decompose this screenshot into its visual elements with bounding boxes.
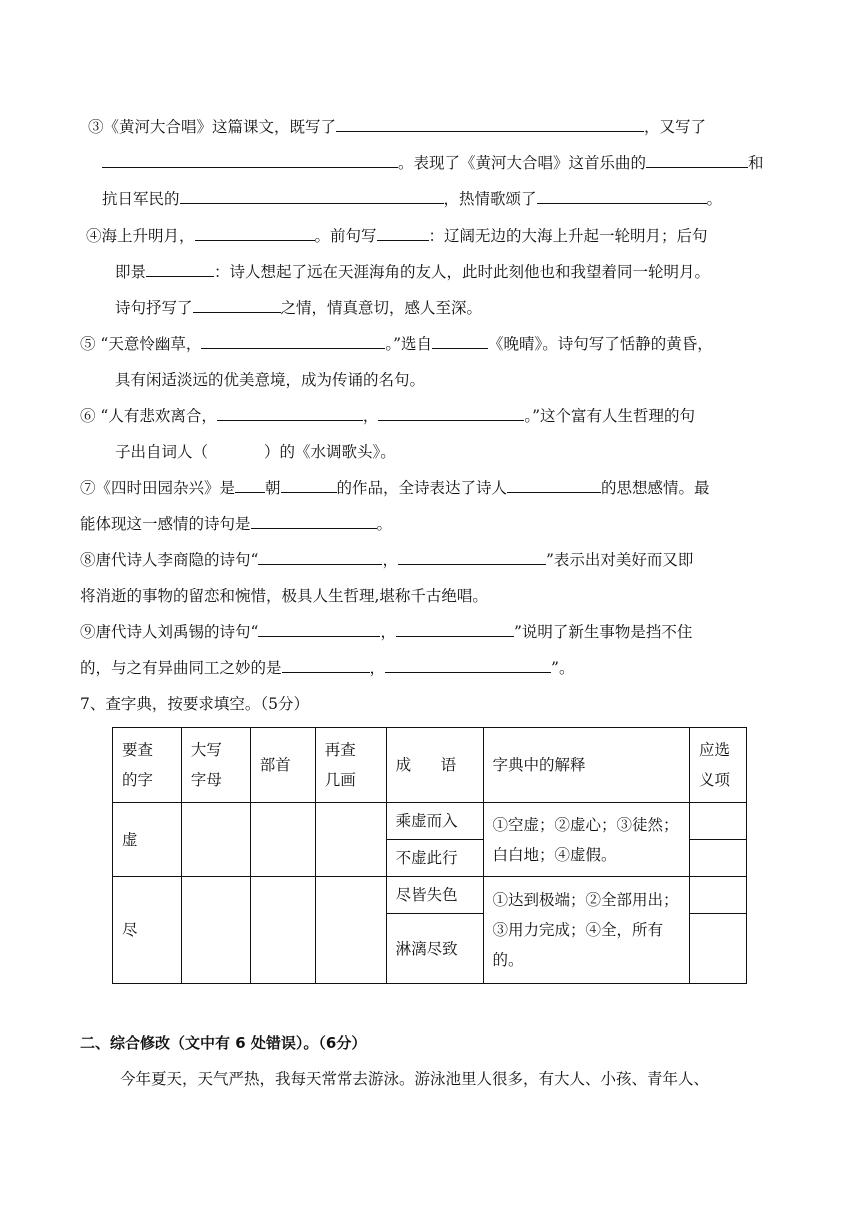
q5-line-2: 具有闲适淡远的优美意境，成为传诵的名句。 [115, 371, 426, 389]
cell-option[interactable] [690, 914, 747, 984]
header-explanation: 字典中的解释 [483, 728, 690, 803]
cell-idiom: 尽皆失色 [386, 877, 483, 914]
answer-blank[interactable] [377, 225, 429, 241]
answer-blank[interactable] [251, 513, 377, 529]
answer-blank[interactable] [385, 657, 551, 673]
q8-line-2: 将消逝的事物的留恋和惋惜，极具人生哲理,堪称千古绝唱。 [80, 587, 488, 605]
q3-line-2: 。表现了《黄河大合唱》这首乐曲的 和 [102, 152, 764, 174]
cell-radical[interactable] [250, 803, 315, 877]
answer-blank[interactable] [336, 116, 644, 132]
cell-strokes[interactable] [315, 877, 386, 984]
q7-dict-title: 7、查字典，按要求填空。（5分） [80, 695, 309, 713]
q8-line-1: ⑧唐代诗人李商隐的诗句“ ， ”表示出对美好而又即 [80, 551, 694, 569]
q7-line-1: ⑦《四时田园杂兴》是 朝 的作品，全诗表达了诗人 的思想感情。最 [80, 479, 710, 497]
header-idiom: 成 语 [386, 728, 483, 803]
q9-line-1: ⑨唐代诗人刘禹锡的诗句“ ， ”说明了新生事物是挡不住 [80, 623, 693, 641]
cell-radical[interactable] [250, 877, 315, 984]
answer-blank[interactable] [646, 152, 748, 168]
section-2-title: 二、综合修改（文中有 6 处错误）。（6分） [80, 1034, 367, 1052]
table-row [113, 877, 747, 914]
answer-blank[interactable] [201, 333, 385, 349]
q4-line-3: 诗句抒写了 之情，情真意切，感人至深。 [115, 299, 483, 317]
cell-explanation: ①达到极端；②全部用出； ③用力完成；④全，所有 的。 [483, 877, 690, 984]
answer-blank[interactable] [282, 657, 370, 673]
cell-option[interactable] [690, 840, 747, 877]
q4-line-1: ④海上升明月， 。前句写 ：辽阔无边的大海上升起一轮明月；后句 [86, 227, 708, 245]
answer-blank[interactable] [537, 188, 707, 204]
answer-blank[interactable] [258, 621, 380, 637]
answer-blank[interactable] [217, 405, 363, 421]
q3-line-1: ③《黄河大合唱》这篇课文，既写了 ，又写了 [88, 118, 707, 136]
answer-blank[interactable] [378, 405, 524, 421]
cell-option[interactable] [690, 877, 747, 914]
dictionary-table [112, 727, 747, 984]
cell-strokes[interactable] [315, 803, 386, 877]
header-strokes: 再查 几画 [315, 728, 386, 803]
header-radical: 部首 [250, 728, 315, 803]
q3-line-3: 抗日军民的 ，热情歌颂了 。 [102, 190, 723, 208]
table-row [113, 803, 747, 840]
cell-idiom: 淋漓尽致 [386, 914, 483, 984]
q5-line-1: ⑤ “天意怜幽草， 。”选自 《晚晴》。诗句写了恬静的黄昏， [80, 335, 713, 353]
cell-idiom: 乘虚而入 [386, 803, 483, 840]
table-header-row [113, 728, 747, 803]
header-char: 要查 的字 [113, 728, 182, 803]
answer-blank[interactable] [102, 152, 398, 168]
cell-idiom: 不虚此行 [386, 840, 483, 877]
answer-blank[interactable] [507, 477, 601, 493]
answer-blank[interactable] [258, 549, 382, 565]
q6-line-2: 子出自词人（ ）的《水调歌头》。 [115, 443, 396, 461]
cell-option[interactable] [690, 803, 747, 840]
q9-line-2: 的，与之有异曲同工之妙的是 ， ”。 [80, 659, 575, 677]
answer-blank[interactable] [180, 188, 444, 204]
cell-char: 虚 [113, 803, 182, 877]
cell-upper[interactable] [181, 803, 250, 877]
answer-blank[interactable] [432, 333, 488, 349]
section-2-text: 今年夏天，天气严热，我每天常常去游泳。游泳池里人很多，有大人、小孩、青年人、 [120, 1070, 710, 1088]
cell-char: 尽 [113, 877, 182, 984]
answer-blank[interactable] [396, 621, 514, 637]
answer-blank[interactable] [281, 477, 337, 493]
header-option: 应选 义项 [690, 728, 747, 803]
q4-line-2: 即景 ：诗人想起了远在天涯海角的友人，此时此刻他也和我望着同一轮明月。 [115, 263, 711, 281]
answer-blank[interactable] [398, 549, 546, 565]
answer-blank[interactable] [193, 297, 281, 313]
answer-blank[interactable] [195, 225, 315, 241]
cell-upper[interactable] [181, 877, 250, 984]
answer-blank[interactable] [146, 261, 214, 277]
header-upper: 大写 字母 [181, 728, 250, 803]
cell-explanation: ①空虚；②虚心；③徒然； 白白地；④虚假。 [483, 803, 690, 877]
q6-line-1: ⑥ “人有悲欢离合， ， 。”这个富有人生哲理的句 [80, 407, 696, 425]
answer-blank[interactable] [235, 477, 265, 493]
q7-line-2: 能体现这一感情的诗句是 。 [80, 515, 393, 533]
